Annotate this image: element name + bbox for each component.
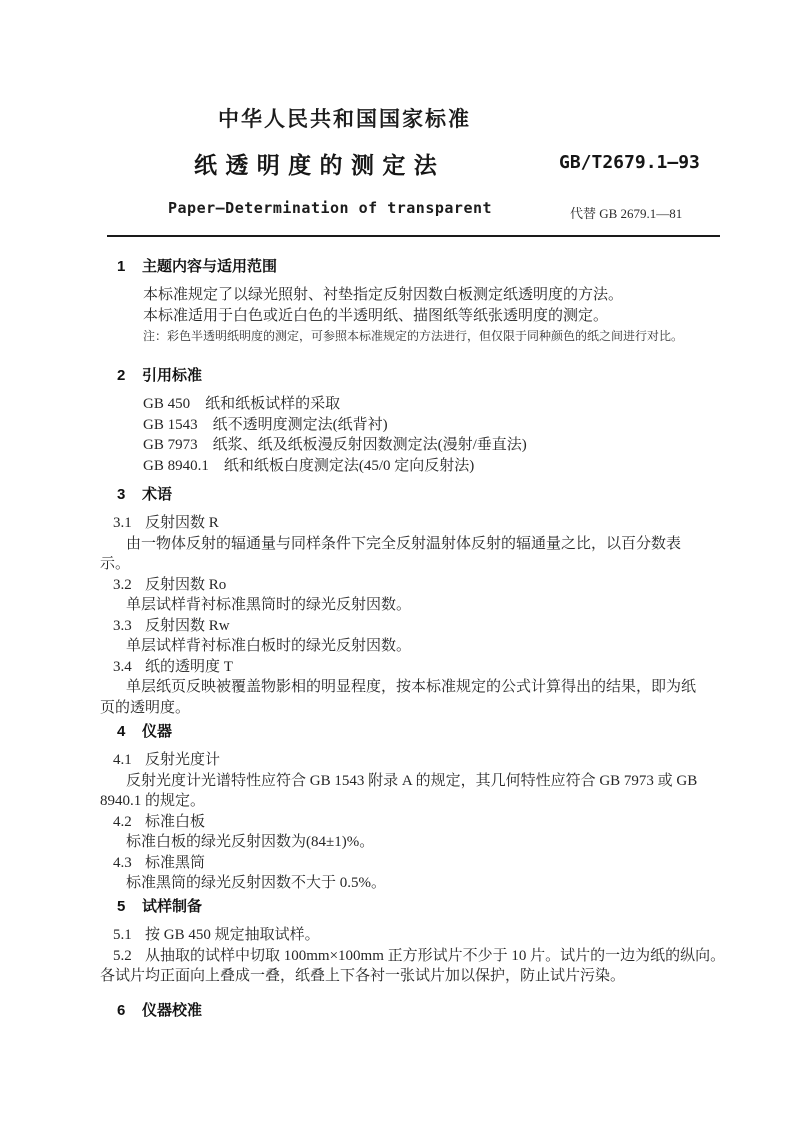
text-line: 单层试样背衬标准白板时的绿光反射因数。 xyxy=(126,638,412,654)
clause-number: 4.1 xyxy=(113,752,132,768)
section-references xyxy=(100,365,720,476)
section-instruments xyxy=(100,721,720,894)
section-heading xyxy=(100,484,720,505)
section-number: 4 xyxy=(117,723,126,740)
text-line: 反射光度计光谱特性应符合 GB 1543 附录 A 的规定，其几何特性应符合 GB 7973 或 GB xyxy=(126,772,698,789)
clause-number: 4.2 xyxy=(113,813,132,830)
clause-number: 5.2 xyxy=(113,947,132,964)
clause-text: 标准黑筒 xyxy=(145,854,206,871)
section-number: 6 xyxy=(117,1002,126,1019)
document-title-chinese: 纸 透 明 度 的 测 定 法 xyxy=(194,152,438,178)
clause-text: 按 GB 450 规定抽取试样。 xyxy=(145,927,320,943)
text-line: GB 8940.1 纸和纸板白度测定法(45/0 定向反射法) xyxy=(143,457,475,474)
text-line: GB 450 纸和纸板试样的采取 xyxy=(143,396,341,412)
clause-line xyxy=(100,616,720,637)
clause-line xyxy=(100,925,720,946)
text-line: 单层纸页反映被覆盖物影相的明显程度，按本标准规定的公式计算得出的结果，即为纸 xyxy=(126,679,697,695)
clause-line xyxy=(100,657,720,678)
section-title: 引用标准 xyxy=(142,367,203,384)
clause-text: 标准白板 xyxy=(145,813,206,830)
text-line: 页的透明度。 xyxy=(100,699,191,716)
clause-number: 3.3 xyxy=(113,617,132,634)
clause-number: 5.1 xyxy=(113,927,132,943)
text-line: 本标准规定了以绿光照射、衬垫指定反射因数白板测定纸透明度的方法。 xyxy=(143,287,624,303)
replaces-note: 代替 GB 2679.1—81 xyxy=(570,206,683,221)
section-heading xyxy=(100,721,720,742)
text-line: 注：彩色半透明纸明度的测定，可参照本标准规定的方法进行，但仅限于同种颜色的纸之间进行对比。 xyxy=(143,329,684,343)
section-number: 3 xyxy=(117,486,126,503)
text-line: 标准白板的绿光反射因数为(84±1)%。 xyxy=(126,834,375,850)
clause-number: 3.1 xyxy=(113,515,132,531)
header-divider xyxy=(107,235,720,237)
standard-authority-label: 中华人民共和国国家标准 xyxy=(218,108,471,131)
clause-text: 从抽取的试样中切取 100mm×100mm 正方形试片不少于 10 片。试片的一边为纸的纵向。 xyxy=(145,947,726,964)
section-heading xyxy=(100,365,720,386)
clause-text: 反射因数 Rw xyxy=(145,617,230,634)
section-number: 2 xyxy=(117,367,126,384)
clause-number: 3.4 xyxy=(113,658,132,675)
section-title: 术语 xyxy=(142,486,173,503)
document-title-english: Paper—Determination of transparent xyxy=(168,199,493,217)
section-title: 仪器 xyxy=(142,723,173,740)
clause-text: 反射因数 R xyxy=(145,515,219,531)
section-terminology xyxy=(100,484,720,718)
clause-line xyxy=(100,750,720,771)
section-heading xyxy=(100,1000,720,1021)
section-title: 仪器校准 xyxy=(142,1002,203,1019)
clause-line xyxy=(100,853,720,874)
section-instrument-calibration xyxy=(100,1000,720,1029)
clause-line xyxy=(100,812,720,833)
standard-number: GB/T2679.1—93 xyxy=(559,152,700,173)
section-number: 5 xyxy=(117,898,126,915)
text-line: 示。 xyxy=(100,556,131,572)
text-line: 标准黑筒的绿光反射因数不大于 0.5%。 xyxy=(126,875,386,891)
section-title: 试样制备 xyxy=(142,898,203,915)
text-line: 8940.1 的规定。 xyxy=(100,793,206,809)
section-scope xyxy=(100,256,720,347)
section-title: 主题内容与适用范围 xyxy=(142,258,278,275)
clause-number: 4.3 xyxy=(113,854,132,871)
text-line: 本标准适用于白色或近白色的半透明纸、描图纸等纸张透明度的测定。 xyxy=(143,307,609,324)
section-heading xyxy=(100,896,720,917)
clause-line xyxy=(100,575,720,596)
text-line: 单层试样背衬标准黑筒时的绿光反射因数。 xyxy=(126,597,412,613)
clause-text: 反射光度计 xyxy=(145,752,221,768)
clause-text: 反射因数 Ro xyxy=(145,576,227,593)
section-sample-preparation xyxy=(100,896,726,987)
text-line: 各试片均正面向上叠成一叠，纸叠上下各衬一张试片加以保护，防止试片污染。 xyxy=(100,968,626,984)
section-heading xyxy=(100,256,720,277)
clause-text: 纸的透明度 T xyxy=(145,658,233,675)
text-line: GB 7973 纸浆、纸及纸板漫反射因数测定法(漫射/垂直法) xyxy=(143,437,527,453)
text-line: GB 1543 纸不透明度测定法(纸背衬) xyxy=(143,416,388,433)
clause-number: 3.2 xyxy=(113,576,132,593)
text-line: 由一物体反射的辐通量与同样条件下完全反射温射体反射的辐通量之比，以百分数表 xyxy=(126,535,682,552)
clause-line xyxy=(100,946,726,967)
section-number: 1 xyxy=(117,258,126,275)
clause-line xyxy=(100,513,720,534)
